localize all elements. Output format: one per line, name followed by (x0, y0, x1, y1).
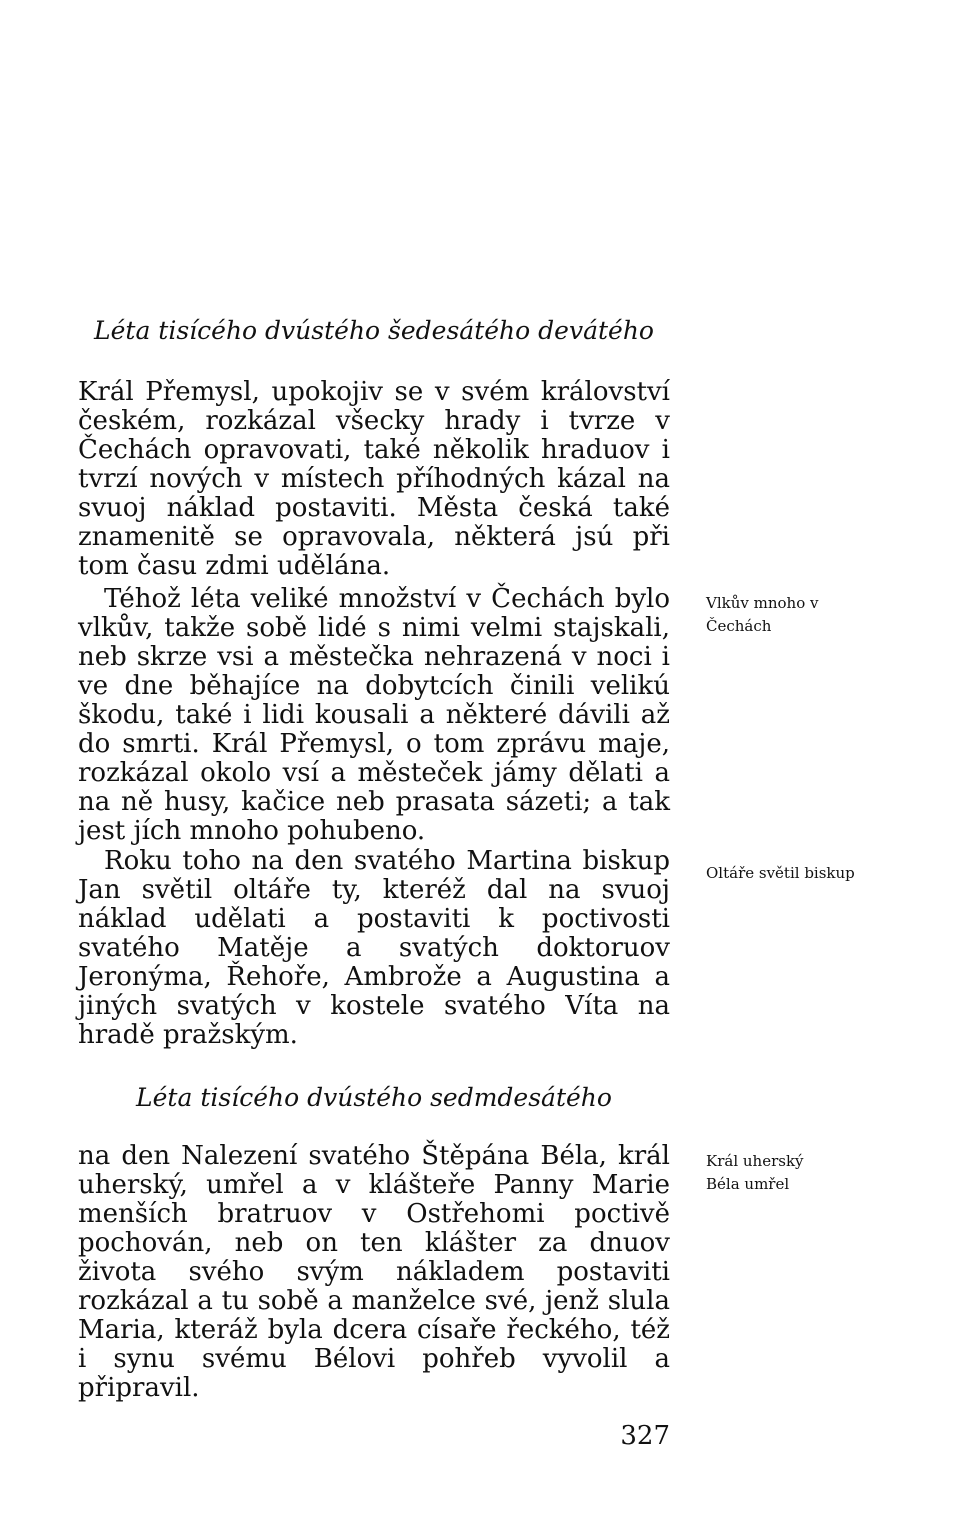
paragraph-wolves-text: Téhož léta veliké množství v Čechách bylo vlkův, takže sobě lidé s nimi velmi stajskali, neb skrze vsi a městečka nehrazená v noci i ve dne běhajíce na dobytcích činili velikú škodu, také i lidi kousali a některé dávili až do smrti. Král Přemysl, o tom zprávu maje, rozkázal okolo vsí a městeček jámy dělati a na ně husy, kačice neb prasata sázeti; a tak jest jích mnoho pohubeno. (78, 584, 670, 846)
marginal-note-bela: Král uherský Béla umřel (706, 1152, 804, 1193)
paragraph-altars-text: Roku toho na den svatého Martina biskup Jan světil oltáře ty, kteréž dal na svuoj náklad udělati a postaviti k poctivosti svatého Matěje a svatých doktoruov Jeronýma, Řehoře, Ambrože a Augustina a jiných svatých v kostele svatého Víta na hradě pražským. (78, 846, 670, 1050)
section-heading-1269: Léta tisícého dvústého šedesátého devátého (94, 316, 654, 345)
paragraph-castles-text: Král Přemysl, upokojiv se v svém království českém, rozkázal všecky hrady i tvrze v Čechách opravovati, také několik hraduov i tvrzí nových v místech příhodných kázal na svuoj náklad postaviti. Města česká také znamenitě se opravovala, některá jsú při tom času zdmi udělána. (78, 377, 670, 581)
section-heading-1270: Léta tisícého dvústého sedmdesátého (136, 1083, 612, 1112)
marginal-note-wolves: Vlkův mnoho v Čechách (706, 594, 819, 635)
paragraph-bela (78, 1142, 670, 1403)
paragraph-wolves (78, 585, 670, 846)
paragraph-bela-text: na den Nalezení svatého Štěpána Béla, král uherský, umřel a v klášteře Panny Marie menších bratruov v Ostřehomi poctivě pochován, neb on ten klášter za dnuov života svého svým nákladem postaviti rozkázal a tu sobě a manželce své, jenž slula Maria, kteráž byla dcera císaře řeckého, též i synu svému Bélovi pohřeb vyvolil a připravil. (78, 1141, 670, 1403)
page-number: 327 (620, 1421, 670, 1451)
paragraph-castles (78, 378, 670, 581)
paragraph-altars (78, 847, 670, 1050)
marginal-note-altars: Oltáře světil biskup (706, 864, 855, 882)
